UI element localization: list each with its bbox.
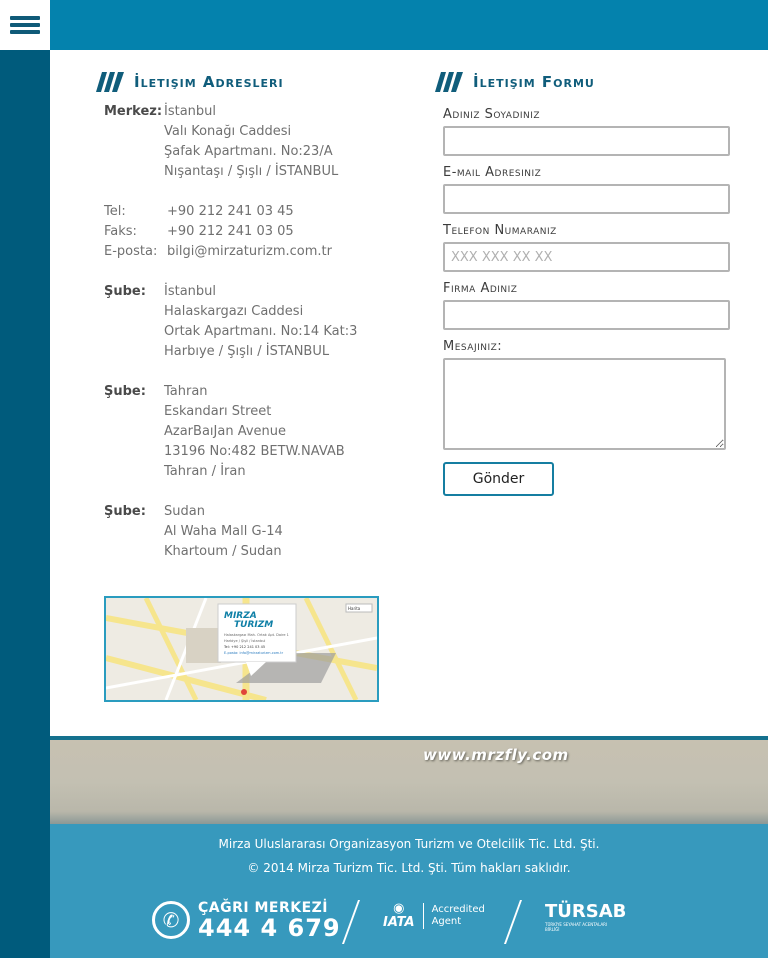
phone-label: Telefon Numaranız	[443, 223, 557, 238]
call-center-number: 444 4 679	[198, 914, 341, 942]
tel-row	[104, 202, 404, 222]
tel-label: Tel:	[104, 204, 126, 219]
tursab-logo-text: TÜRSAB	[545, 901, 627, 922]
svg-text:E-posta: info@mirzaturizm.com.: E-posta: info@mirzaturizm.com.tr	[224, 651, 284, 655]
iata-separator	[423, 903, 424, 929]
call-center-text	[198, 900, 341, 940]
branch-label: Şube:	[104, 504, 146, 519]
tursab-subtext: TÜRKİYE SEYAHAT ACENTALARI BİRLİĞİ	[545, 922, 608, 932]
email-label: E-mail Adresiniz	[443, 165, 542, 180]
banner-url: www.mrzfly.com	[423, 746, 569, 764]
address-list	[104, 102, 404, 582]
addresses-title-text: İletişim Adresleri	[134, 73, 284, 91]
branch-label: Şube:	[104, 284, 146, 299]
iata-text	[432, 904, 485, 928]
fax-value: +90 212 241 03 05	[167, 224, 294, 239]
map-graphic	[106, 598, 377, 700]
branch-tahran	[104, 382, 404, 482]
branch-lines	[164, 502, 283, 562]
form-title	[435, 70, 595, 94]
head-office	[104, 102, 404, 182]
svg-text:TURIZM: TURIZM	[234, 620, 274, 630]
company-label: Firma Adınız	[443, 281, 518, 296]
email-row	[104, 242, 404, 262]
send-button[interactable]: Gönder	[443, 462, 554, 496]
divider	[342, 900, 360, 944]
top-bar	[50, 0, 768, 50]
email-input[interactable]	[443, 184, 730, 214]
head-office-label: Merkez:	[104, 104, 163, 119]
addresses-title	[96, 70, 284, 94]
hamburger-menu-button[interactable]	[0, 0, 50, 50]
phone-input[interactable]	[443, 242, 730, 272]
branch-sudan	[104, 502, 404, 562]
brand-stripes-icon	[435, 70, 465, 94]
company-input[interactable]	[443, 300, 730, 330]
address-line: Şafak Apartmanı. No:23/A	[164, 144, 333, 159]
fax-label: Faks:	[104, 224, 137, 239]
svg-text:Tel: +90 212 241 03 45: Tel: +90 212 241 03 45	[224, 645, 266, 649]
tel-value[interactable]: +90 212 241 03 45	[167, 204, 294, 219]
iata-text-line: Agent	[431, 916, 462, 927]
name-input[interactable]	[443, 126, 730, 156]
phone-icon: ✆	[152, 901, 190, 939]
left-rail	[0, 0, 50, 958]
footer-copyright: © 2014 Mirza Turizm Tic. Ltd. Şti. Tüm hakları saklıdır.	[247, 861, 571, 875]
call-center[interactable]	[152, 900, 341, 940]
name-label: Adınız Soyadınız	[443, 107, 541, 122]
main-content	[50, 50, 768, 736]
svg-text:Halaskargazı Mah. Ortak Apt. D: Halaskargazı Mah. Ortak Apt. Daire 1	[224, 633, 289, 637]
svg-text:Harita: Harita	[348, 606, 361, 611]
footer-company: Mirza Uluslararası Organizasyon Turizm ve Otelcilik Tic. Ltd. Şti.	[218, 837, 600, 851]
address-line: Al Waha Mall G-14	[164, 524, 283, 539]
svg-text:Harbiye / Şişli / İstanbul: Harbiye / Şişli / İstanbul	[224, 639, 266, 643]
branch-lines	[164, 382, 345, 482]
hamburger-line	[10, 23, 40, 27]
hamburger-line	[10, 30, 40, 34]
branch-label: Şube:	[104, 384, 146, 399]
iata-badge	[383, 902, 485, 930]
brand-stripes-icon	[96, 70, 126, 94]
message-label: Mesajınız:	[443, 339, 503, 354]
iata-text-line: Accredited	[431, 904, 485, 915]
fax-row	[104, 222, 404, 242]
banner-image	[50, 736, 768, 824]
address-line: İstanbul	[164, 284, 217, 299]
svg-text:MIRZA: MIRZA	[224, 611, 257, 621]
address-line: Tahran / İran	[164, 464, 246, 479]
email-link[interactable]: bilgi@mirzaturizm.com.tr	[167, 244, 333, 259]
address-line: Sudan	[164, 504, 205, 519]
email-label: E-posta:	[104, 244, 158, 259]
tursab-logo	[545, 902, 626, 932]
divider	[504, 900, 522, 944]
address-line: AzarBaıJan Avenue	[164, 424, 286, 439]
iata-logo-text: IATA	[383, 915, 415, 930]
address-line: Khartoum / Sudan	[164, 544, 282, 559]
contact-info	[104, 202, 404, 262]
form-title-text: İletişim Formu	[473, 73, 595, 91]
branch-istanbul	[104, 282, 404, 362]
footer	[50, 824, 768, 958]
call-center-label: ÇAĞRI MERKEZİ	[198, 900, 329, 916]
address-line: Halaskargazı Caddesi	[164, 304, 304, 319]
address-line: Eskandarı Street	[164, 404, 272, 419]
address-line: Harbıye / Şışlı / İSTANBUL	[164, 344, 330, 359]
address-line: İstanbul	[164, 104, 217, 119]
address-line: Nışantaşı / Şışlı / İSTANBUL	[164, 164, 339, 179]
iata-logo-icon: ◉ IATA	[383, 901, 415, 930]
head-office-lines	[164, 102, 338, 182]
location-map[interactable]	[104, 596, 379, 702]
address-line: Valı Konağı Caddesi	[164, 124, 292, 139]
branch-lines	[164, 282, 357, 362]
address-line: 13196 No:482 BETW.NAVAB	[164, 444, 345, 459]
hamburger-menu-icon	[10, 16, 40, 20]
address-line: Tahran	[164, 384, 208, 399]
contact-form	[443, 106, 733, 496]
message-textarea[interactable]	[443, 358, 726, 450]
address-line: Ortak Apartmanı. No:14 Kat:3	[164, 324, 358, 339]
